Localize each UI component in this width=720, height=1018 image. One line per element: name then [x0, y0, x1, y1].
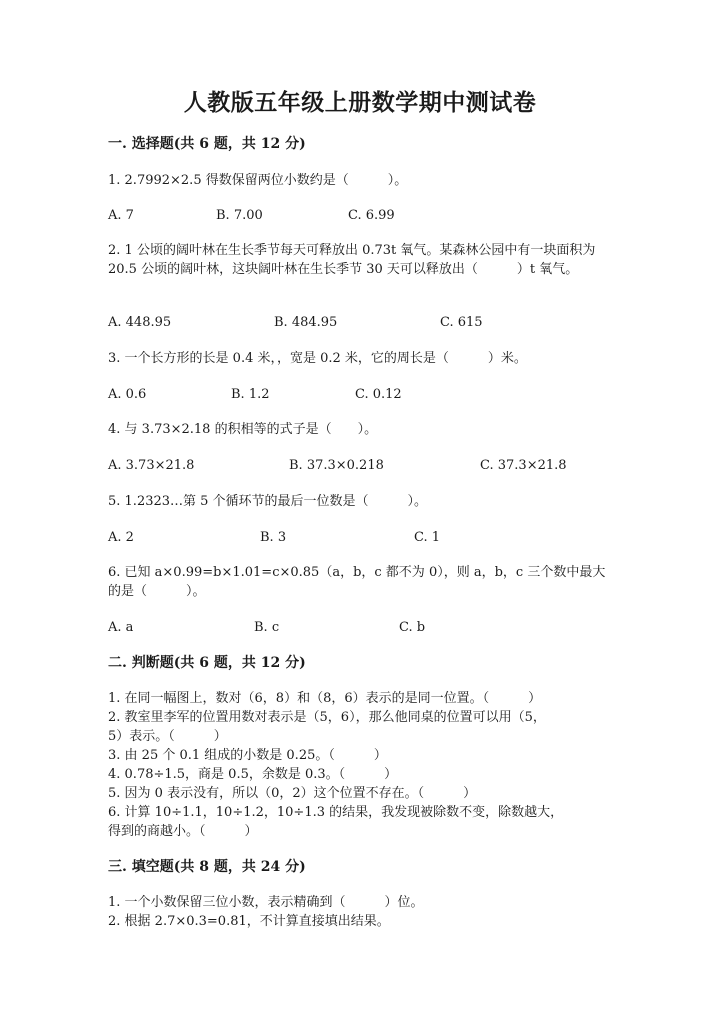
option-c: C. 0.12	[355, 387, 402, 402]
option-b: B. 484.95	[274, 315, 338, 330]
judge-item-5: 5. 因为 0 表示没有，所以（0，2）这个位置不存在。（ ）	[108, 786, 477, 801]
option-c: C. 37.3×21.8	[480, 458, 567, 473]
option-a: A. 0.6	[108, 387, 147, 402]
option-b: B. 3	[260, 530, 287, 545]
judge-item-3: 3. 由 25 个 0.1 组成的小数是 0.25。（ ）	[108, 748, 387, 763]
judge-item-6: 6. 计算 10÷1.1，10÷1.2，10÷1.3 的结果，我发现被除数不变，除数越大，	[108, 805, 564, 820]
option-b: B. 7.00	[216, 208, 263, 223]
option-a: A. 2	[108, 530, 134, 545]
judge-item-2: 2. 教室里李军的位置用数对表示是（5，6），那么他同桌的位置可以用（5，	[108, 710, 546, 725]
option-b: B. 37.3×0.218	[289, 458, 384, 473]
question-2: 2. 1 公顷的阔叶林在生长季节每天可释放出 0.73t 氧气。某森林公园中有一块面积为 20.5 公顷的阔叶林，这块阔叶林在生长季节 30 天可以释放出（ ）t 氧气。	[108, 243, 596, 277]
section-heading-fill-blank: 三. 填空题(共 8 题，共 24 分)	[108, 859, 306, 875]
question-3: 3. 一个长方形的长是 0.4 米，，宽是 0.2 米，它的周长是（ ）米。	[108, 351, 527, 366]
option-c: C. 6.99	[348, 208, 395, 223]
question-4-options	[108, 456, 628, 475]
option-a: A. 448.95	[108, 315, 172, 330]
option-c: C. 615	[440, 315, 483, 330]
question-2-options	[108, 313, 628, 332]
option-a: A. 3.73×21.8	[108, 458, 195, 473]
question-4: 4. 与 3.73×2.18 的积相等的式子是（ ）。	[108, 422, 378, 437]
fill-item-2: 2. 根据 2.7×0.3=0.81，不计算直接填出结果。	[108, 914, 390, 929]
option-b: B. c	[254, 620, 280, 635]
question-1-options	[108, 206, 628, 225]
page-title: 人教版五年级上册数学期中测试卷	[183, 89, 537, 116]
option-c: C. 1	[414, 530, 441, 545]
question-5: 5. 1.2323…第 5 个循环节的最后一位数是（ ）。	[108, 494, 428, 509]
option-a: A. a	[108, 620, 134, 635]
option-b: B. 1.2	[231, 387, 270, 402]
question-6: 6. 已知 a×0.99=b×1.01=c×0.85（a，b，c 都不为 0），则 a，b，c 三个数中最大的是（ ）。	[108, 565, 606, 599]
question-5-options	[108, 528, 628, 547]
option-a: A. 7	[108, 208, 134, 223]
question-1: 1. 2.7992×2.5 得数保留两位小数约是（ ）。	[108, 173, 408, 188]
option-c: C. b	[399, 620, 426, 635]
judge-item-1: 1. 在同一幅图上，数对（6，8）和（8，6）表示的是同一位置。（ ）	[108, 691, 542, 706]
fill-item-1: 1. 一个小数保留三位小数，表示精确到（ ）位。	[108, 895, 424, 910]
question-3-options	[108, 385, 628, 404]
section-heading-true-false: 二. 判断题(共 6 题，共 12 分)	[108, 655, 306, 671]
judge-item-2-cont: 5）表示。（ ）	[108, 729, 227, 744]
judge-item-4: 4. 0.78÷1.5，商是 0.5，余数是 0.3。（ ）	[108, 767, 398, 782]
judge-item-6-cont: 得到的商越小。（ ）	[108, 824, 258, 839]
question-6-options	[108, 618, 628, 637]
section-heading-choice: 一. 选择题(共 6 题，共 12 分)	[108, 136, 306, 152]
